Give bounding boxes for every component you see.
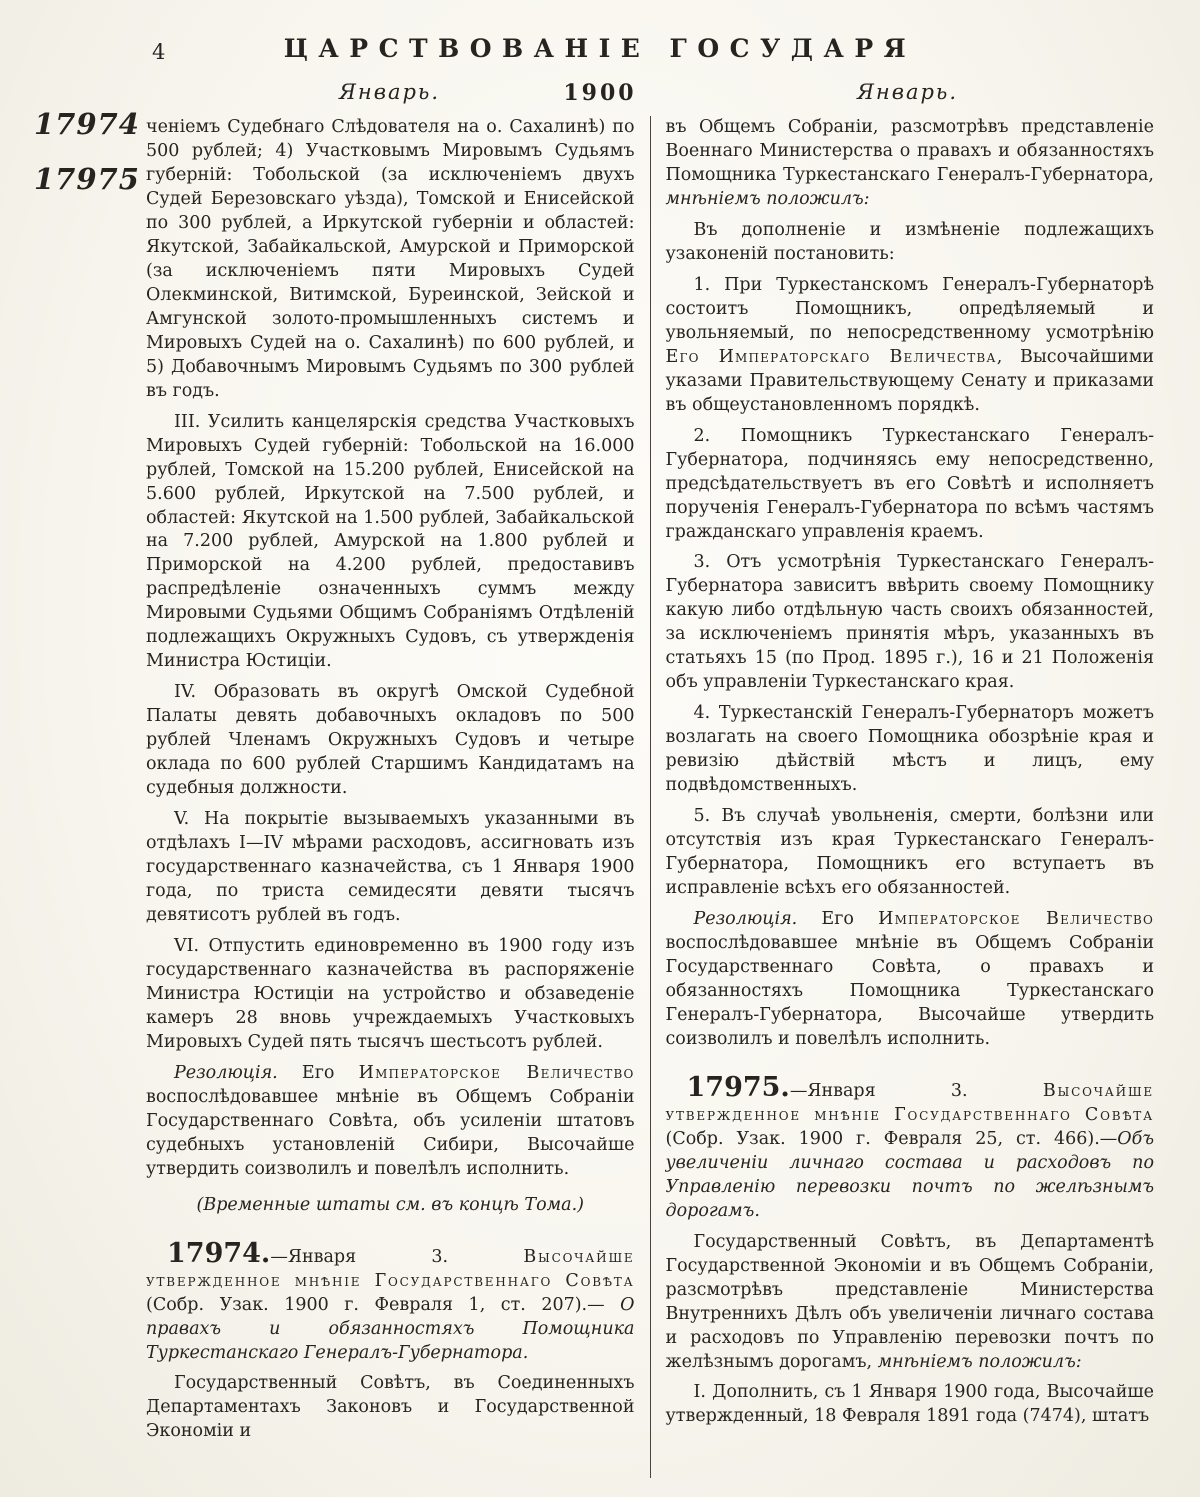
paragraph — [666, 116, 1155, 212]
paragraph — [146, 116, 635, 404]
text-run: Высочайше утвержденное мнѣніе Государственнаго Совѣта — [665, 1080, 1154, 1125]
left-column — [146, 116, 635, 1478]
paragraph — [666, 1231, 1155, 1375]
text-run: Высочайше утвержденное мнѣніе Государственнаго Совѣта — [146, 1246, 635, 1291]
paragraph — [146, 681, 635, 801]
text-run: 17974. — [167, 1237, 271, 1269]
two-column-text — [146, 116, 1154, 1478]
running-month-left: Январь. — [338, 80, 441, 104]
text-run: 17975. — [686, 1071, 790, 1103]
margin-number-17975: 17975 — [34, 162, 140, 196]
text-run: V. На покрытіе вызываемыхъ указанными въ отдѣлахъ I—IV мѣрами расходовъ, ассигновать изъ государственнаго казначейства, съ 1 Января 1900 года, по триста семидесяти девяти тысячъ девятисотъ рублей въ годъ. — [146, 809, 635, 925]
text-run: мнѣніемъ положилъ: — [877, 1351, 1082, 1372]
text-run: Его Императорскаго Величества — [665, 346, 997, 367]
article-heading-17974 — [146, 1237, 635, 1366]
running-month-right: Январь. — [856, 80, 959, 104]
text-run: —Января 3. — [270, 1246, 524, 1267]
text-run: Императорское Величество — [878, 909, 1154, 930]
text-run: (Временные штаты см. въ концѣ Тома.) — [196, 1194, 584, 1215]
paragraph — [146, 935, 635, 1055]
text-run: —Января 3. — [789, 1080, 1043, 1101]
text-run: III. Усилить канцелярскія средства Участковыхъ Мировыхъ Судей губерній: Тобольской на 16.000 рублей, Томской на 15.200 рублей, Енисейской на 5.600 рублей, Иркутской на 7.500 рублей, и областей: Якутской на 1.500 рублей, Забайкальской на 7.200 рублей, Амурской на 1.800 рублей и Приморской на 4.200 рублей, предоставивъ распредѣленіе означенныхъ суммъ между Мировыми Судьями Общимъ Собраніямъ Отдѣленій подлежащихъ Окружныхъ Судовъ, съ утвержденія Министра Юстиціи. — [146, 411, 635, 672]
text-run: 3. Отъ усмотрѣнія Туркестанскаго Генералъ-Губернатора зависитъ ввѣрить своему Помощнику какую либо отдѣльную часть своихъ обязанностей, за исключеніемъ принятія мѣръ, указанныхъ въ статьяхъ 15 (по Прод. 1895 г.), 16 и 21 Положенія объ управленіи Туркестанскаго края. — [665, 552, 1154, 693]
text-run: Государственный Совѣтъ, въ Департаментѣ Государственной Экономіи и въ Общемъ Собраніи, разсмотрѣвъ представленіе Министерства Внутреннихъ Дѣлъ объ увеличеніи личнаго состава и расходовъ по Управленію перевозки почтъ по желѣзнымъ дорогамъ, — [665, 1231, 1154, 1372]
text-run: Императорское Величество — [358, 1062, 635, 1083]
paragraph — [666, 805, 1155, 901]
text-run: , Высочайшими указами Правительствующему Сенату и приказами въ общеустановленномъ порядкѣ. — [665, 346, 1154, 415]
text-run: О правахъ и обязанностяхъ Помощника Туркестанскаго Генералъ-Губернатора. — [146, 1294, 635, 1363]
column-divider — [650, 116, 651, 1478]
text-run: 2. Помощникъ Туркестанскаго Генералъ-Губернатора, подчиняясь ему непосредственно, предсѣдательствуетъ въ его Совѣтѣ и исполняетъ порученія Генералъ-Губернатора по всѣмъ частямъ гражданскаго управленія краемъ. — [665, 425, 1154, 542]
margin-article-numbers — [34, 107, 144, 220]
paragraph — [666, 551, 1155, 695]
paragraph — [146, 1372, 635, 1444]
paragraph — [666, 219, 1155, 267]
text-run: 5. Въ случаѣ увольненія, смерти, болѣзни или отсутствія изъ края Туркестанскаго Генералъ-Губернатора, Помощникъ его вступаетъ въ исправленіе всѣхъ его обязанностей. — [665, 806, 1154, 899]
text-run: Его — [797, 909, 879, 930]
paragraph — [666, 274, 1155, 418]
text-run: Резолюція. — [174, 1062, 278, 1083]
text-run: Въ дополненіе и измѣненіе подлежащихъ узаконеній постановить: — [665, 219, 1154, 264]
text-run: IV. Образовать въ округѣ Омской Судебной Палаты девять добавочныхъ окладовъ по 500 рублей Членамъ Окружныхъ Судовъ и четыре оклада по 600 рублей Старшимъ Кандидатамъ на судебныя должности. — [146, 682, 635, 799]
paragraph — [666, 1381, 1155, 1429]
text-run: (Собр. Узак. 1900 г. Февраля 25, ст. 466).— — [665, 1128, 1118, 1149]
text-run: воспослѣдовавшее мнѣніе въ Общемъ Собраніи Государственнаго Совѣта, о правахъ и обязанностяхъ Помощника Туркестанскаго Генералъ-Губернатора, Высочайше утвердить соизволилъ и повелѣлъ исполнить. — [665, 933, 1154, 1049]
text-run: мнѣніемъ положилъ: — [665, 188, 870, 209]
text-run: I. Дополнить, съ 1 Января 1900 года, Высочайше утвержденный, 18 Февраля 1891 года (7474), штатъ — [665, 1382, 1154, 1427]
text-run: VI. Отпустить единовременно въ 1900 году изъ государственнаго казначейства въ распоряженіе Министра Юстиціи на устройство и обзаведеніе камеръ 28 вновь учреждаемыхъ Участковыхъ Мировыхъ Судей пять тысячъ шестьсотъ рублей. — [146, 935, 635, 1052]
paragraph — [146, 1062, 635, 1182]
article-heading-17975 — [665, 1071, 1155, 1224]
paragraph — [146, 1194, 635, 1218]
text-run: въ Общемъ Собраніи, разсмотрѣвъ представленіе Военнаго Министерства о правахъ и обязанностяхъ Помощника Туркестанскаго Генералъ-Губернатора, — [665, 117, 1154, 185]
paragraph — [666, 702, 1155, 798]
text-run: Его — [277, 1062, 359, 1083]
margin-number-17974: 17974 — [34, 107, 140, 141]
paragraph — [666, 908, 1155, 1052]
text-run: 4. Туркестанскій Генералъ-Губернаторъ можетъ возлагать на своего Помощника обозрѣніе края и ревизію дѣйствій мѣстъ и лицъ, ему подвѣдомственныхъ. — [665, 703, 1154, 796]
page-number: 4 — [152, 40, 166, 64]
paragraph — [666, 425, 1155, 545]
text-run: Объ увеличеніи личнаго состава и расходовъ по Управленію перевозки почтъ по желѣзнымъ дорогамъ. — [665, 1128, 1154, 1221]
text-run: Государственный Совѣтъ, въ Соединенныхъ Департаментахъ Законовъ и Государственной Экономіи и — [146, 1373, 635, 1442]
page-title: ЦАРСТВОВАНІЕ ГОСУДАРЯ — [283, 34, 917, 63]
text-run: воспослѣдовавшее мнѣніе въ Общемъ Собраніи Государственнаго Совѣта, объ усиленіи штатовъ судебныхъ установленій Сибири, Высочайше утвердить соизволилъ и повелѣлъ исполнить. — [146, 1086, 635, 1179]
running-year: 1900 — [563, 80, 637, 106]
text-run: 1. При Туркестанскомъ Генералъ-Губернаторѣ состоитъ Помощникъ, опредѣляемый и увольняемый, по непосредственному усмотрѣнію — [665, 274, 1154, 343]
text-run: ченіемъ Судебнаго Слѣдователя на о. Сахалинѣ) по 500 рублей; 4) Участковымъ Мировымъ Судьямъ губерній: Тобольской (за исключеніемъ двухъ Судей Березовскаго уѣзда), Томской и Енисейской по 300 рублей, а Иркутской губерніи и областей: Якутской, Забайкальской, Амурской и Приморской (за исключеніемъ пяти Мировыхъ Судей Олекминской, Витимской, Буреинской, Зейской и Амгунской золото-промышленныхъ системъ и Мировыхъ Судей на о. Сахалинѣ) по 600 рублей, и 5) Добавочнымъ Мировымъ Судьямъ по 300 рублей въ годъ. — [146, 117, 635, 401]
paragraph — [146, 808, 635, 928]
right-column — [666, 116, 1155, 1478]
text-run: (Собр. Узак. 1900 г. Февраля 1, ст. 207).— — [146, 1294, 621, 1315]
text-run: Резолюція. — [693, 909, 798, 930]
paragraph — [146, 411, 635, 675]
